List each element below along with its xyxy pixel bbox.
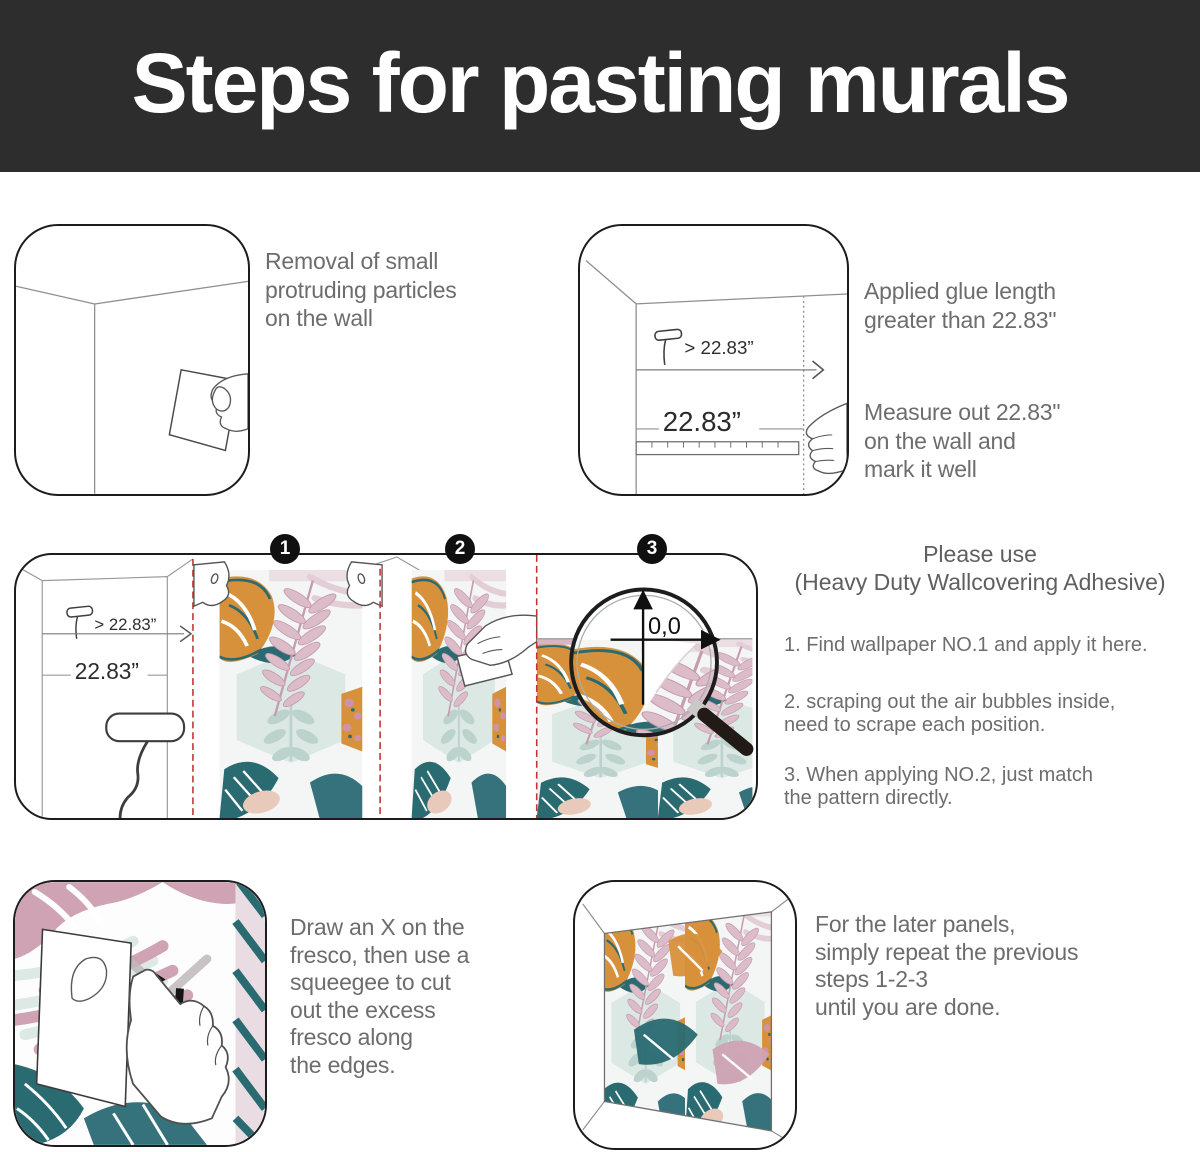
caption-line: simply repeat the previous <box>815 938 1079 965</box>
caption-line: Measure out 22.83" <box>864 399 1061 425</box>
adhesive-note-title: Please use <box>923 541 1037 567</box>
caption-line: squeegee to cut <box>290 969 451 995</box>
caption-line: the pattern directly. <box>784 787 953 809</box>
step-badge-2: 2 <box>445 534 475 564</box>
instruction-item-1 <box>784 634 1148 657</box>
step1-illustration <box>14 224 250 496</box>
caption-line: steps 1-2-3 <box>815 966 928 992</box>
hand-icon <box>806 403 847 473</box>
caption-line: protruding particles <box>265 276 457 303</box>
step2-caption-glue <box>864 277 1056 334</box>
caption-line: 2. scraping out the air bubbles inside, <box>784 691 1116 713</box>
step1-caption <box>265 247 457 333</box>
caption-line: 1. Find wallpaper NO.1 and apply it here. <box>784 634 1148 656</box>
caption-line: greater than 22.83" <box>864 306 1057 333</box>
caption-line: Draw an X on the <box>290 914 465 940</box>
wallpaper-panel-1 <box>220 570 363 818</box>
step4-caption <box>290 914 469 1079</box>
origin-label: 0,0 <box>648 613 681 640</box>
page-title: Steps for pasting murals <box>131 36 1069 130</box>
fresco-sheet <box>37 929 131 1106</box>
caption-line: fresco, then use a <box>290 941 470 968</box>
step5-caption <box>815 911 1078 1021</box>
header-bar <box>0 0 1200 172</box>
finished-mural <box>601 906 776 1134</box>
greater-length-label: > 22.83” <box>684 337 754 359</box>
step4-illustration <box>13 880 267 1147</box>
caption-line: fresco along <box>290 1024 413 1050</box>
caption-line: the edges. <box>290 1051 396 1078</box>
glue-roller-icon <box>655 329 682 365</box>
paint-roller-icon <box>106 714 184 818</box>
caption-line: need to scrape each position. <box>784 714 1046 736</box>
adhesive-note-subtitle: (Heavy Duty Wallcovering Adhesive) <box>794 569 1166 595</box>
greater-length-label: > 22.83” <box>94 614 157 634</box>
step-badge-1: 1 <box>270 534 300 564</box>
step2-illustration <box>578 224 849 496</box>
caption-line: until you are done. <box>815 993 1001 1020</box>
wallpaper-panel-2 <box>412 570 507 818</box>
caption-line: on the wall <box>265 305 373 331</box>
step-badge-3: 3 <box>637 534 667 564</box>
caption-line: on the wall and <box>864 427 1016 454</box>
caption-line: mark it well <box>864 456 977 482</box>
step5-illustration <box>573 880 797 1150</box>
tape-measure <box>636 442 799 455</box>
step3-illustration <box>14 553 758 820</box>
step2-caption-measure <box>864 398 1060 484</box>
measure-label: 22.83” <box>74 658 139 685</box>
wall-lines <box>586 260 847 494</box>
caption-line: out the excess <box>290 996 436 1023</box>
caption-line: Applied glue length <box>864 278 1056 304</box>
measure-label: 22.83” <box>662 405 741 437</box>
instruction-item-2 <box>784 691 1115 737</box>
caption-line: 3. When applying NO.2, just match <box>784 764 1094 786</box>
caption-line: Removal of small <box>265 248 439 274</box>
instruction-item-3 <box>784 764 1093 810</box>
caption-line: For the later panels, <box>815 911 1016 937</box>
